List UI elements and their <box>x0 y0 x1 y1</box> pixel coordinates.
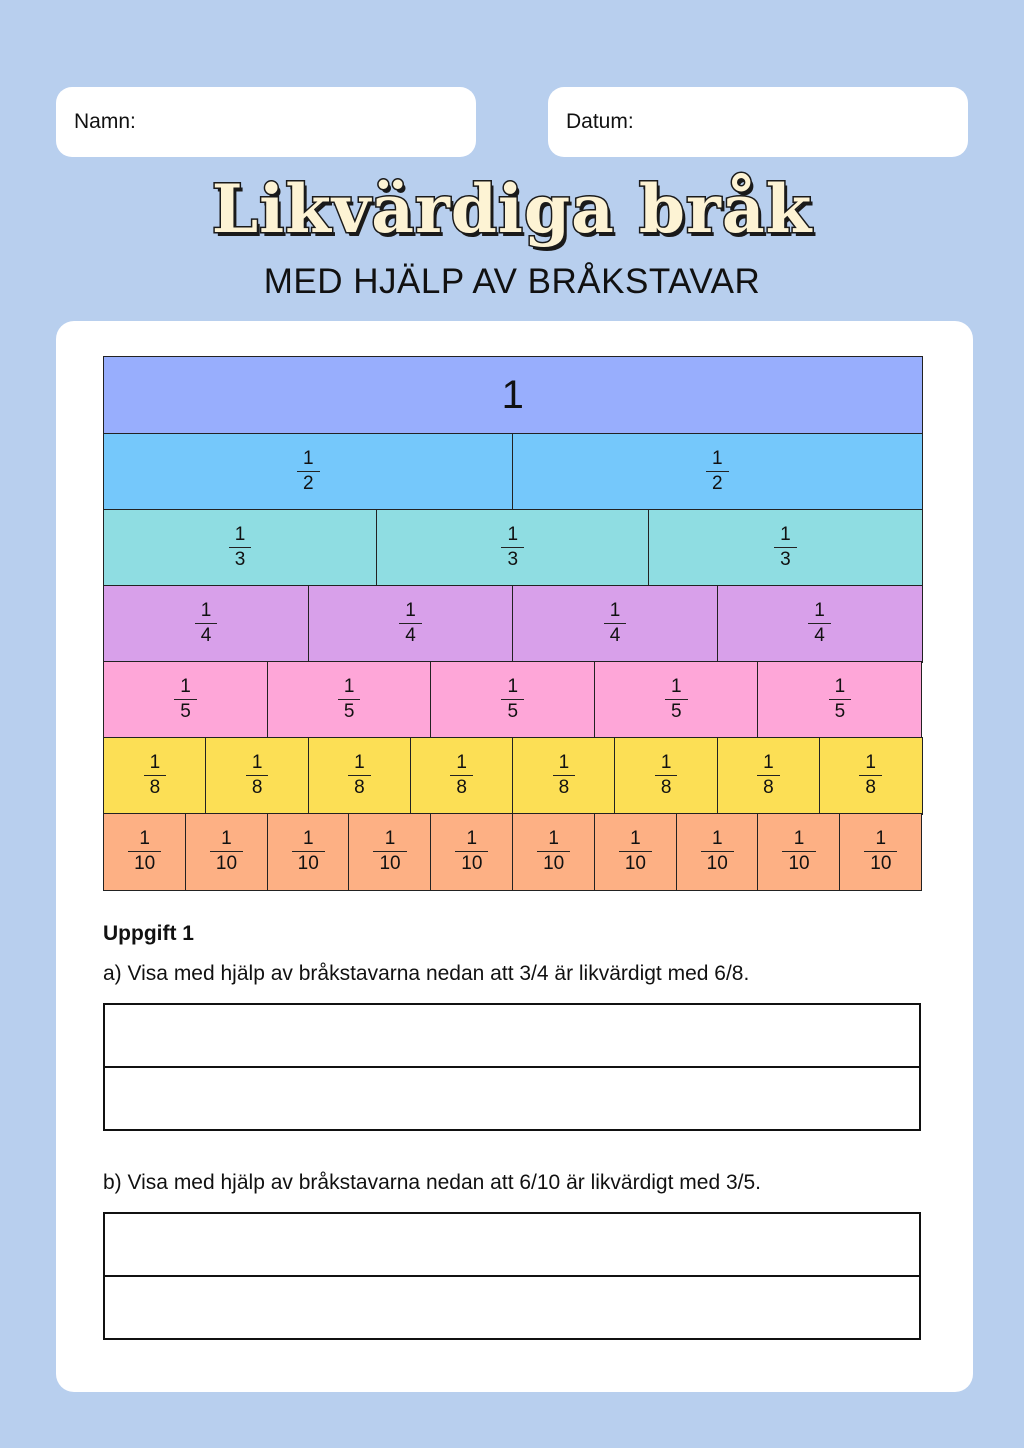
fraction-label <box>864 827 897 876</box>
page-subtitle: MED HJÄLP AV BRÅKSTAVAR <box>263 262 761 301</box>
fraction-numerator: 1 <box>548 828 559 850</box>
fraction-bar <box>205 737 309 815</box>
fraction-label <box>774 523 797 572</box>
fraction-bar <box>839 813 922 891</box>
fraction-label <box>348 751 371 800</box>
answer-box-a[interactable] <box>103 1003 921 1131</box>
fraction-label <box>829 675 852 724</box>
fraction-bar <box>308 585 514 663</box>
fraction-numerator: 1 <box>630 828 641 850</box>
fraction-denominator: 10 <box>128 851 161 876</box>
fraction-bar <box>103 737 207 815</box>
fraction-bar <box>103 509 377 587</box>
fraction-label <box>553 751 576 800</box>
fraction-bar <box>103 585 309 663</box>
fraction-denominator: 3 <box>774 547 797 572</box>
fraction-denominator: 4 <box>399 623 422 648</box>
fraction-numerator: 1 <box>251 752 263 774</box>
fraction-numerator: 1 <box>149 752 161 774</box>
fraction-numerator: 1 <box>711 828 723 850</box>
fraction-denominator: 10 <box>455 851 488 876</box>
fraction-label <box>655 751 678 800</box>
fraction-bar <box>614 737 718 815</box>
fraction-label <box>537 827 570 876</box>
name-label: Namn: <box>74 110 136 133</box>
fraction-numerator: 1 <box>875 828 887 850</box>
fraction-bar-whole <box>103 356 923 435</box>
fraction-label <box>604 599 627 648</box>
fraction-numerator: 1 <box>814 600 825 622</box>
fraction-bar <box>717 585 923 663</box>
fraction-bar <box>757 661 922 739</box>
fraction-denominator: 8 <box>348 775 371 800</box>
fraction-numerator: 1 <box>354 752 365 774</box>
date-field[interactable] <box>548 87 968 157</box>
task-heading: Uppgift 1 <box>103 922 194 945</box>
fraction-numerator: 1 <box>139 828 150 850</box>
fraction-bar <box>376 509 650 587</box>
task-b-text: b) Visa med hjälp av bråkstavarna nedan att 6/10 är likvärdigt med 3/5. <box>103 1171 761 1194</box>
fraction-bar <box>103 661 268 739</box>
fraction-numerator: 1 <box>507 676 519 698</box>
fraction-label <box>174 675 197 724</box>
fraction-numerator: 1 <box>763 752 774 774</box>
fraction-bar <box>819 737 923 815</box>
answer-box-b-divider <box>105 1275 919 1277</box>
fraction-bar <box>594 661 759 739</box>
fraction-label <box>399 599 422 648</box>
whole-label: 1 <box>501 372 524 417</box>
fraction-bar <box>594 813 677 891</box>
fraction-denominator: 2 <box>297 471 320 496</box>
fraction-bar <box>348 813 431 891</box>
fraction-bar <box>103 433 514 511</box>
fraction-label <box>450 751 473 800</box>
fraction-denominator: 8 <box>450 775 473 800</box>
fraction-denominator: 8 <box>859 775 882 800</box>
fraction-denominator: 5 <box>501 699 524 724</box>
fraction-numerator: 1 <box>671 676 682 698</box>
fraction-denominator: 5 <box>829 699 852 724</box>
fraction-numerator: 1 <box>384 828 396 850</box>
fraction-bar <box>267 813 350 891</box>
fraction-bar <box>512 737 616 815</box>
fraction-numerator: 1 <box>609 600 621 622</box>
fraction-numerator: 1 <box>234 524 246 546</box>
answer-box-a-divider <box>105 1066 919 1068</box>
fraction-numerator: 1 <box>466 828 478 850</box>
task-a-text: a) Visa med hjälp av bråkstavarna nedan att 3/4 är likvärdigt med 6/8. <box>103 962 750 985</box>
fraction-denominator: 10 <box>782 851 815 876</box>
fraction-numerator: 1 <box>200 600 212 622</box>
fraction-label <box>455 827 488 876</box>
fraction-denominator: 8 <box>655 775 678 800</box>
fraction-bar <box>430 813 513 891</box>
fraction-denominator: 3 <box>229 547 252 572</box>
fraction-bar <box>103 813 186 891</box>
fraction-denominator: 10 <box>701 851 734 876</box>
fraction-numerator: 1 <box>793 828 805 850</box>
fraction-row-2 <box>103 433 921 509</box>
fraction-row-10 <box>103 813 921 889</box>
fraction-label <box>373 827 406 876</box>
fraction-bar <box>717 737 821 815</box>
fraction-numerator: 1 <box>180 676 191 698</box>
fraction-label <box>128 827 161 876</box>
date-label: Datum: <box>566 110 634 133</box>
fraction-denominator: 10 <box>292 851 325 876</box>
fraction-denominator: 8 <box>144 775 167 800</box>
fraction-bar <box>648 509 922 587</box>
fraction-numerator: 1 <box>456 752 467 774</box>
fraction-bar <box>757 813 840 891</box>
fraction-row-3 <box>103 509 921 585</box>
fraction-label <box>210 827 243 876</box>
fraction-numerator: 1 <box>221 828 232 850</box>
fraction-denominator: 10 <box>864 851 897 876</box>
fraction-numerator: 1 <box>507 524 519 546</box>
fraction-denominator: 4 <box>808 623 831 648</box>
fraction-label <box>297 447 320 496</box>
fraction-label <box>706 447 729 496</box>
fraction-denominator: 8 <box>757 775 780 800</box>
fraction-numerator: 1 <box>302 828 314 850</box>
fraction-label <box>665 675 688 724</box>
fraction-denominator: 4 <box>604 623 627 648</box>
fraction-numerator: 1 <box>343 676 355 698</box>
fraction-label <box>292 827 325 876</box>
fraction-denominator: 10 <box>373 851 406 876</box>
fraction-wall <box>103 356 921 889</box>
fraction-numerator: 1 <box>711 448 723 470</box>
fraction-label <box>782 827 815 876</box>
fraction-label <box>144 751 167 800</box>
fraction-label <box>757 751 780 800</box>
fraction-denominator: 5 <box>338 699 361 724</box>
fraction-label <box>619 827 652 876</box>
fraction-label <box>246 751 269 800</box>
fraction-numerator: 1 <box>558 752 570 774</box>
fraction-label <box>501 523 524 572</box>
fraction-row-4 <box>103 585 921 661</box>
answer-box-b[interactable] <box>103 1212 921 1340</box>
fraction-bar <box>267 661 432 739</box>
fraction-numerator: 1 <box>405 600 416 622</box>
fraction-bar <box>185 813 268 891</box>
fraction-row-5 <box>103 661 921 737</box>
fraction-bar <box>512 585 718 663</box>
fraction-label <box>195 599 218 648</box>
fraction-label <box>501 675 524 724</box>
fraction-denominator: 5 <box>174 699 197 724</box>
name-field[interactable] <box>56 87 476 157</box>
fraction-denominator: 8 <box>553 775 576 800</box>
fraction-numerator: 1 <box>865 752 876 774</box>
fraction-label <box>701 827 734 876</box>
fraction-bar <box>676 813 759 891</box>
fraction-row-8 <box>103 737 921 813</box>
fraction-denominator: 10 <box>210 851 243 876</box>
fraction-bar <box>512 813 595 891</box>
fraction-numerator: 1 <box>302 448 314 470</box>
fraction-bar <box>308 737 412 815</box>
fraction-denominator: 3 <box>501 547 524 572</box>
fraction-label <box>808 599 831 648</box>
fraction-denominator: 5 <box>665 699 688 724</box>
fraction-numerator: 1 <box>660 752 672 774</box>
fraction-denominator: 4 <box>195 623 218 648</box>
fraction-label <box>229 523 252 572</box>
fraction-denominator: 2 <box>706 471 729 496</box>
fraction-bar <box>430 661 595 739</box>
fraction-label <box>338 675 361 724</box>
fraction-numerator: 1 <box>780 524 791 546</box>
page-title: Likvärdiga bråk <box>211 170 813 248</box>
fraction-label <box>859 751 882 800</box>
fraction-row-whole <box>103 356 921 433</box>
fraction-numerator: 1 <box>834 676 846 698</box>
fraction-denominator: 10 <box>537 851 570 876</box>
fraction-bar <box>512 433 923 511</box>
fraction-denominator: 10 <box>619 851 652 876</box>
fraction-denominator: 8 <box>246 775 269 800</box>
fraction-bar <box>410 737 514 815</box>
